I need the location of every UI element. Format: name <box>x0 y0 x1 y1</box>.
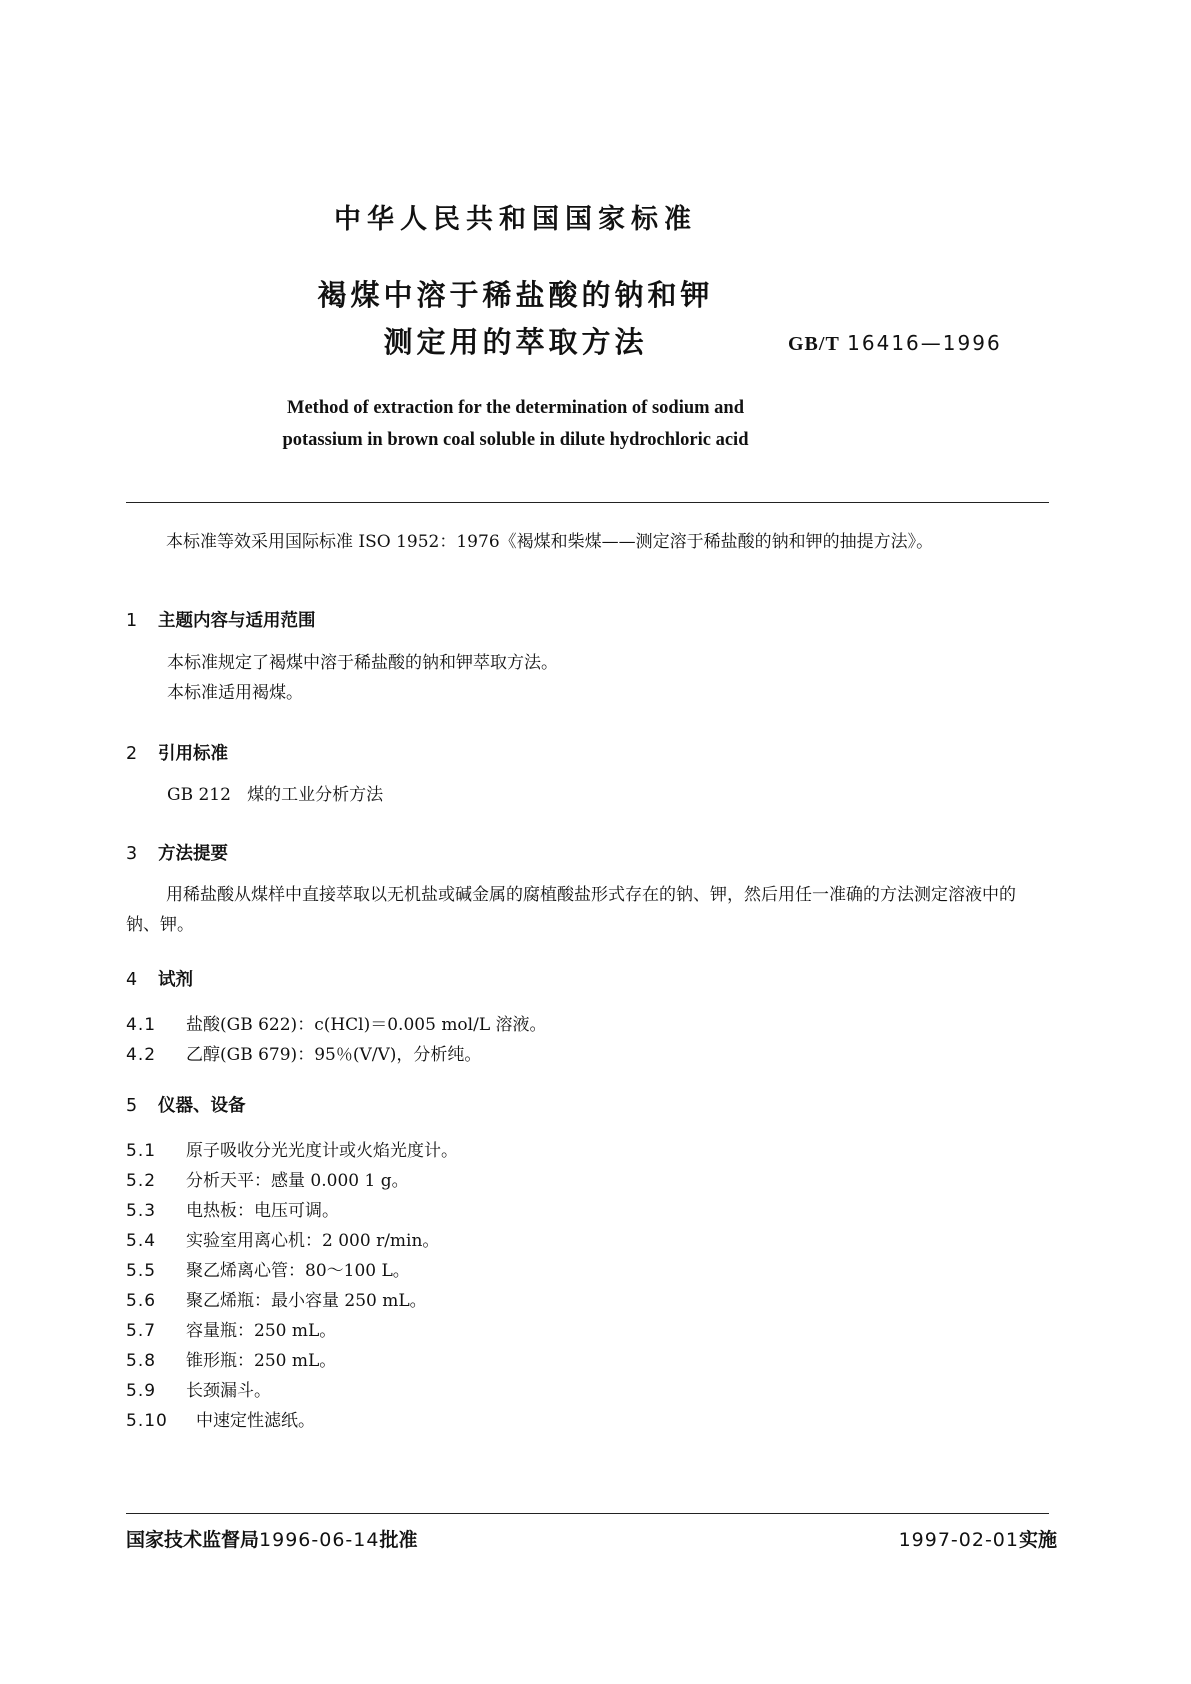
list-item <box>126 1346 336 1371</box>
section-5-heading <box>126 1092 246 1117</box>
section-2-reference: GB 212 煤的工业分析方法 <box>167 785 384 805</box>
section-number: 5 <box>126 1096 138 1116</box>
section-title: 引用标准 <box>158 744 228 764</box>
approval-info <box>126 1525 417 1552</box>
section-number: 2 <box>126 744 138 764</box>
section-title: 仪器、设备 <box>158 1096 246 1116</box>
title-zh-line2: 测定用的萃取方法 <box>383 325 648 359</box>
item-number: 5.9 <box>126 1381 157 1401</box>
list-item <box>126 1286 427 1311</box>
item-text: 长颈漏斗。 <box>186 1381 271 1401</box>
section-1-paragraph-1: 本标准规定了褐煤中溶于稀盐酸的钠和钾萃取方法。 <box>167 653 558 673</box>
item-text: 容量瓶：250 mL。 <box>186 1321 337 1341</box>
item-number: 4.2 <box>126 1045 157 1065</box>
list-item <box>126 1040 481 1065</box>
item-number: 5.10 <box>126 1411 168 1431</box>
item-number: 5.8 <box>126 1351 157 1371</box>
item-text: 分析天平：感量 0.000 1 g。 <box>186 1171 409 1191</box>
list-item <box>126 1376 271 1401</box>
item-number: 5.6 <box>126 1291 157 1311</box>
item-number: 5.4 <box>126 1231 157 1251</box>
national-standard-heading: 中华人民共和国国家标准 <box>334 204 697 235</box>
approve-label: 批准 <box>379 1529 418 1551</box>
footer-divider <box>126 1513 1049 1514</box>
item-number: 5.2 <box>126 1171 157 1191</box>
standard-code: 16416—1996 <box>847 331 1002 355</box>
item-number: 4.1 <box>126 1015 157 1035</box>
section-4-heading <box>126 966 193 991</box>
list-item <box>126 1406 315 1431</box>
item-text: 原子吸收分光光度计或火焰光度计。 <box>186 1141 458 1161</box>
section-title: 试剂 <box>158 970 193 990</box>
effective-date: 1997-02-01 <box>898 1529 1019 1551</box>
title-en-line2: potassium in brown coal soluble in dilute hydrochloric acid <box>282 430 749 450</box>
effective-info <box>899 1525 1057 1552</box>
item-number: 5.7 <box>126 1321 157 1341</box>
approver: 国家技术监督局 <box>126 1529 260 1551</box>
item-text: 盐酸(GB 622)：c(HCl)＝0.005 mol/L 溶液。 <box>186 1015 547 1035</box>
section-number: 1 <box>126 611 138 631</box>
section-title: 方法提要 <box>158 844 228 864</box>
section-number: 3 <box>126 844 138 864</box>
item-text: 锥形瓶：250 mL。 <box>186 1351 337 1371</box>
list-item <box>126 1316 336 1341</box>
header-divider <box>126 502 1049 503</box>
list-item <box>126 1166 409 1191</box>
item-text: 实验室用离心机：2 000 r/min。 <box>186 1231 440 1251</box>
section-1-heading <box>126 607 316 632</box>
list-item <box>126 1256 410 1281</box>
item-text: 乙醇(GB 679)：95％(V/V)，分析纯。 <box>186 1045 482 1065</box>
title-zh-line1: 褐煤中溶于稀盐酸的钠和钾 <box>317 278 714 312</box>
item-text: 聚乙烯瓶：最小容量 250 mL。 <box>186 1291 427 1311</box>
section-2-heading <box>126 740 228 765</box>
section-3-heading <box>126 840 228 865</box>
section-1-paragraph-2: 本标准适用褐煤。 <box>167 683 303 703</box>
item-text: 中速定性滤纸。 <box>196 1411 315 1431</box>
item-number: 5.3 <box>126 1201 157 1221</box>
list-item <box>126 1226 439 1251</box>
section-title: 主题内容与适用范围 <box>158 611 316 631</box>
section-number: 4 <box>126 970 138 990</box>
item-text: 电热板：电压可调。 <box>186 1201 339 1221</box>
section-3-paragraph: 用稀盐酸从煤样中直接萃取以无机盐或碱金属的腐植酸盐形式存在的钠、钾，然后用任一准确的方法测定溶液中的钠、钾。 <box>126 885 1016 935</box>
list-item <box>126 1136 458 1161</box>
intro-paragraph: 本标准等效采用国际标准 ISO 1952：1976《褐煤和柴煤——测定溶于稀盐酸的钠和钾的抽提方法》。 <box>166 532 934 552</box>
list-item <box>126 1010 547 1035</box>
title-en-line1: Method of extraction for the determination of sodium and <box>287 398 744 418</box>
item-number: 5.1 <box>126 1141 157 1161</box>
approve-date: 1996-06-14 <box>259 1529 380 1551</box>
item-number: 5.5 <box>126 1261 157 1281</box>
standard-prefix: GB/T <box>788 333 840 355</box>
effective-label: 实施 <box>1018 1529 1057 1551</box>
standard-number <box>788 331 1002 356</box>
item-text: 聚乙烯离心管：80～100 L。 <box>186 1261 410 1281</box>
list-item <box>126 1196 339 1221</box>
